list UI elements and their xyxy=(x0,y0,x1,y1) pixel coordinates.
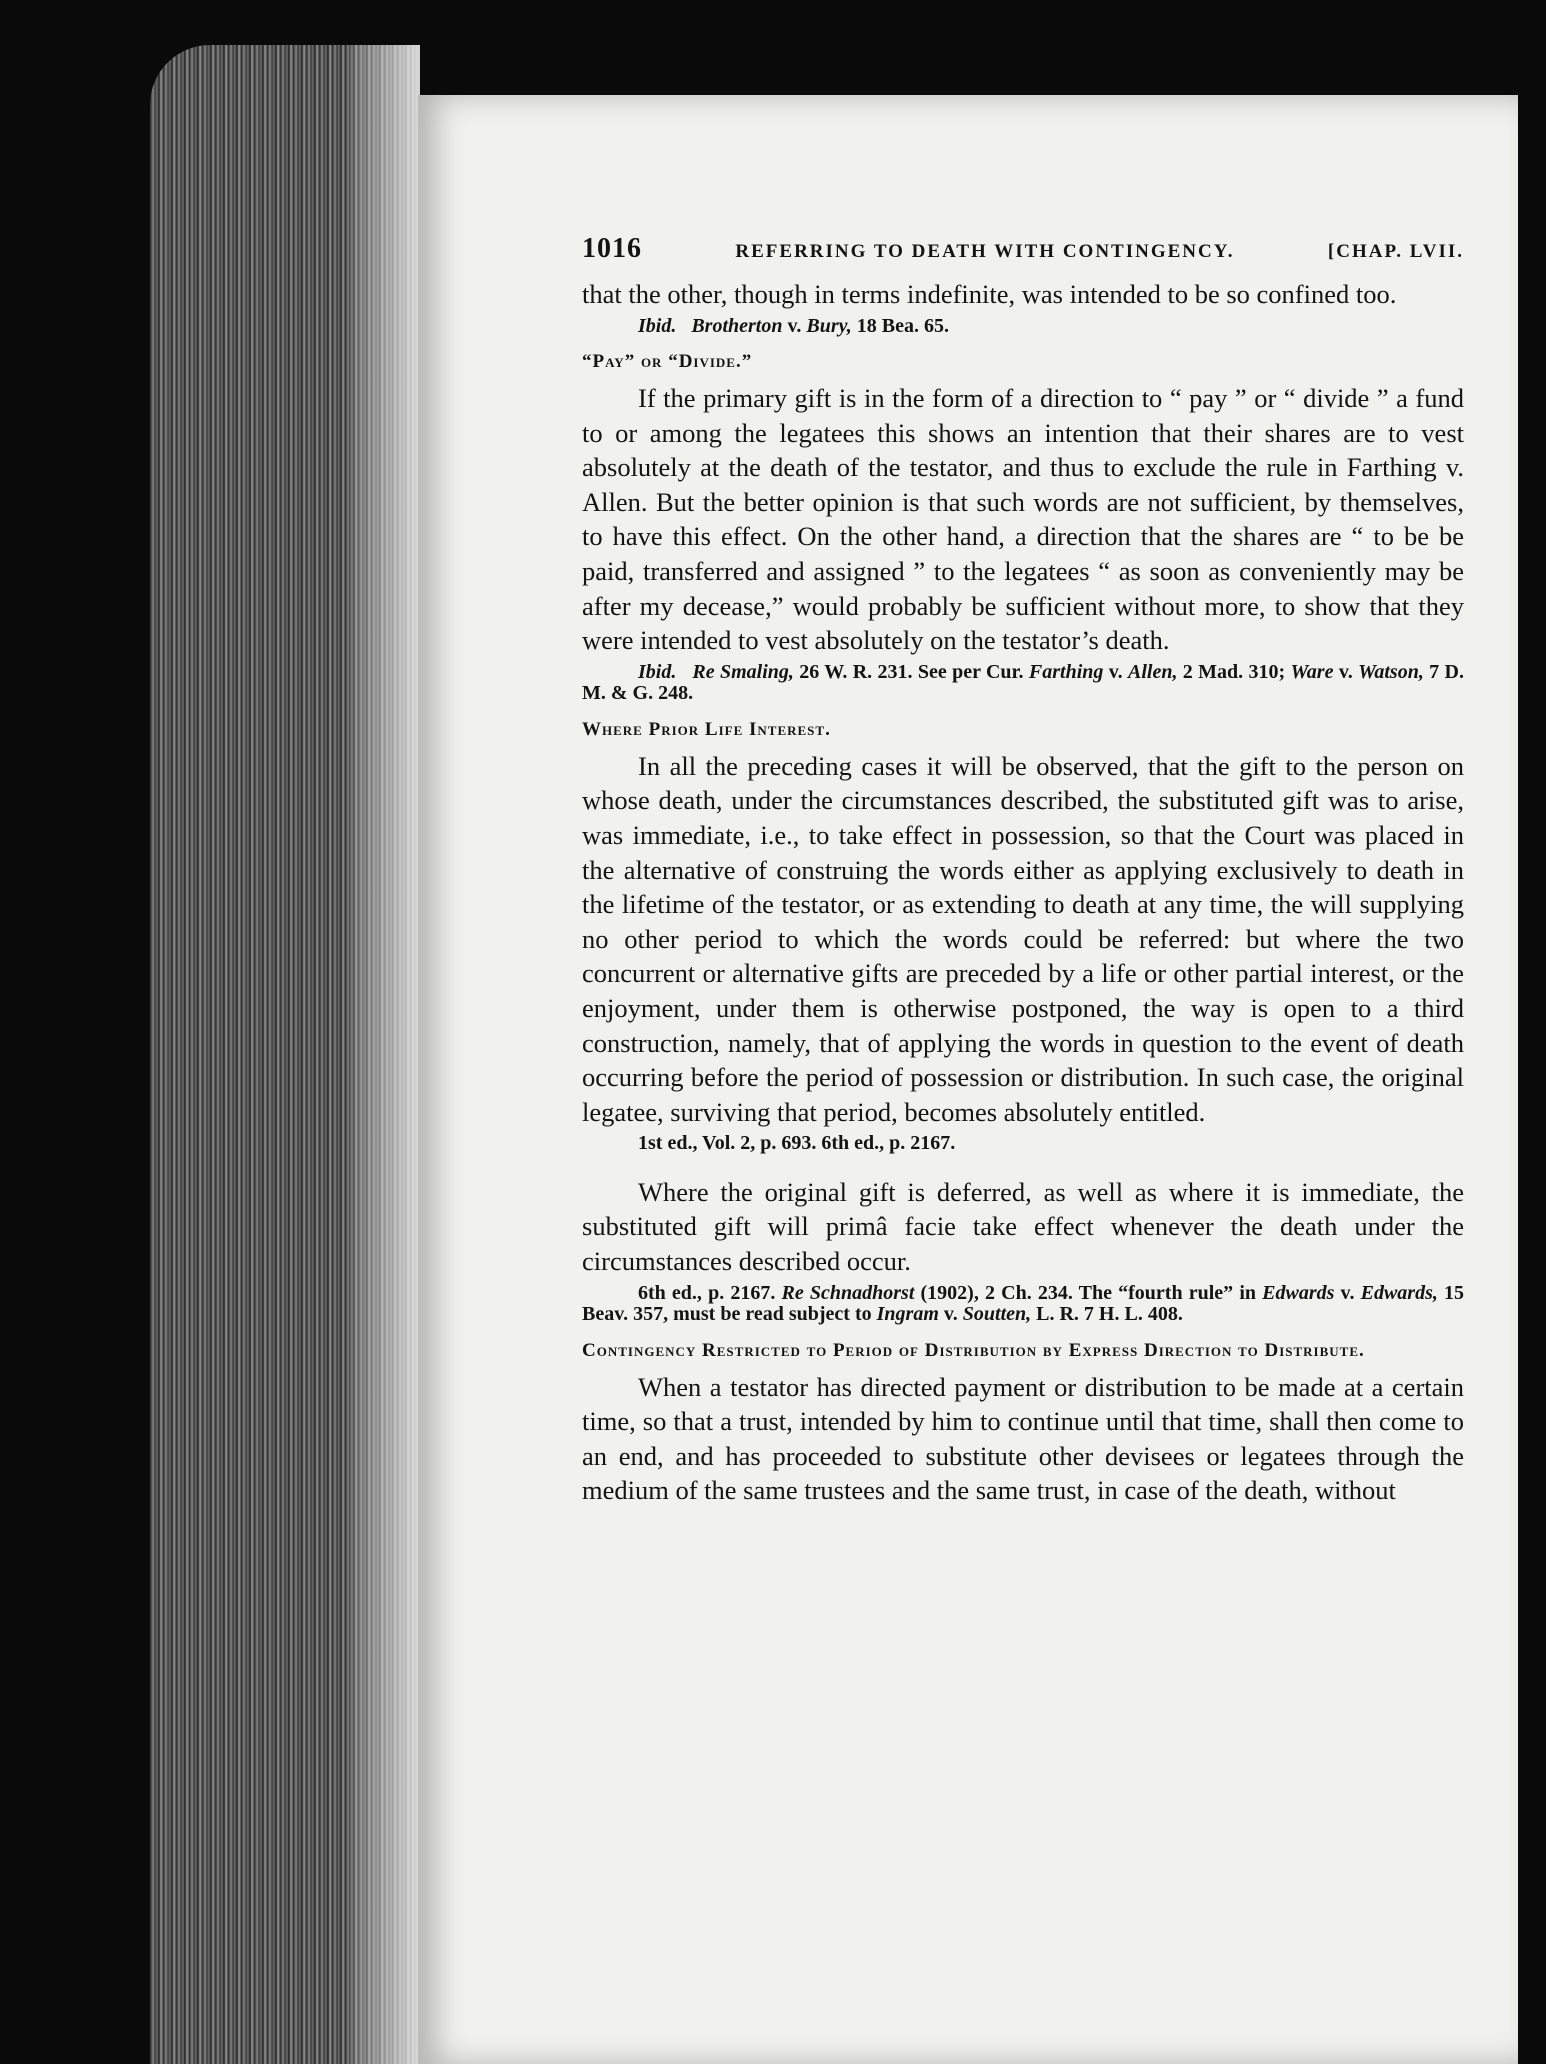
page-number: 1016 xyxy=(582,233,642,264)
paragraph-continuation: that the other, though in terms indefinite, was intended to be so confined too. xyxy=(582,279,1397,309)
citation-schnadhorst xyxy=(582,1283,1464,1326)
cite-part: Edwards, xyxy=(1360,1281,1438,1304)
cite-part: 18 Bea. 65. xyxy=(851,314,950,337)
cite-part: Ibid. xyxy=(638,314,677,337)
paragraph-pay-or-divide: If the primary gift is in the form of a direction to “ pay ” or “ divide ” a fund to or among the legatees this shows an intention that their shares are to vest absolutely at the death of the testator, and thus to exclude the rule in Farthing v. Allen. But the better opinion is that such words are not sufficient, by themselves, to have this effect. On the other hand, a direction that the shares are “ to be be paid, transferred and assigned ” to the legatees “ as soon as conveniently may be after my decease,” would probably be sufficient without more, to show that they were intended to vest absolutely on the testator’s death. xyxy=(582,383,1464,656)
paragraph-express-direction: When a testator has directed payment or distribution to be made at a certain time, so that a trust, intended by him to continue until that time, shall then come to an end, and has proceeded to substitute other devisees or legatees through the medium of the same trustees and the same trust, in case of the death, without xyxy=(582,1371,1464,1506)
cite-part: Allen, xyxy=(1127,660,1178,683)
cite-part: Watson, xyxy=(1358,660,1424,683)
page-text xyxy=(582,233,1464,1508)
cite-part: v. xyxy=(1103,660,1128,683)
cite-part: v. xyxy=(1334,1281,1361,1304)
cite-part: v. xyxy=(938,1303,963,1326)
chapter-label: [CHAP. LVII. xyxy=(1327,241,1464,262)
cite-part: (1902), 2 Ch. 234. The “fourth rule” in xyxy=(914,1281,1263,1304)
cite-part: Edwards xyxy=(1262,1281,1335,1304)
paragraph-deferred-gift: Where the original gift is deferred, as well as where it is immediate, the substituted gift will primâ facie take effect whenever the death under the circumstances described occur. xyxy=(582,1176,1464,1277)
side-heading-prior-life-interest: Where Prior Life Interest. xyxy=(582,718,831,740)
cite-part: Re Smaling, xyxy=(692,660,794,683)
side-heading-pay-or-divide: “Pay” or “Divide.” xyxy=(582,351,753,373)
book-page-edges xyxy=(150,45,420,2064)
page-header xyxy=(582,233,1464,277)
cite-part: 7 D. M. & G. 248. xyxy=(582,660,1464,705)
cite-part: Ibid. xyxy=(638,660,677,683)
cite-part: Bury, xyxy=(806,314,852,337)
citation-smaling xyxy=(582,662,1464,705)
side-heading-contingency-restricted: Contingency Restricted to Period of Distribution by Express Direction to Distribute. xyxy=(582,1339,1365,1361)
citation-editions: 1st ed., Vol. 2, p. 693. 6th ed., p. 2167. xyxy=(638,1132,956,1155)
running-title: REFERRING TO DEATH WITH CONTINGENCY. xyxy=(735,241,1235,262)
cite-part: 26 W. R. 231. See per Cur. xyxy=(793,660,1029,683)
cite-part: Re Schnadhorst xyxy=(781,1281,915,1304)
cite-part: Ware xyxy=(1290,660,1334,683)
cite-part: Farthing xyxy=(1028,660,1104,683)
cite-part: L. R. 7 H. L. 408. xyxy=(1031,1303,1183,1326)
cite-part: 6th ed., p. 2167. xyxy=(638,1281,782,1304)
cite-part: v. xyxy=(1333,660,1359,683)
cite-part: Ingram xyxy=(876,1303,939,1326)
cite-part: Brotherton xyxy=(691,314,783,337)
cite-part: 15 Beav. 357, must be read subject to xyxy=(582,1281,1465,1326)
cite-part: 2 Mad. 310; xyxy=(1177,660,1291,683)
paragraph-prior-life-interest: In all the preceding cases it will be observed, that the gift to the person on whose death, under the circumstances described, the substituted gift was to arise, was immediate, i.e., to take effect in possession, so that the Court was placed in the alternative of construing the words either as applying exclusively to death in the lifetime of the testator, or as extending to death at any time, the will supplying no other period to which the words could be referred: but where the two concurrent or alternative gifts are preceded by a life or other partial interest, or the enjoyment, under them is otherwise postponed, the way is open to a third construction, namely, that of applying the words in question to the event of death occurring before the period of possession or distribution. In such case, the original legatee, surviving that period, becomes absolutely entitled. xyxy=(582,750,1464,1127)
cite-part: v. xyxy=(782,314,807,337)
cite-part: Soutten, xyxy=(962,1303,1032,1326)
citation-brotherton xyxy=(582,316,1464,338)
